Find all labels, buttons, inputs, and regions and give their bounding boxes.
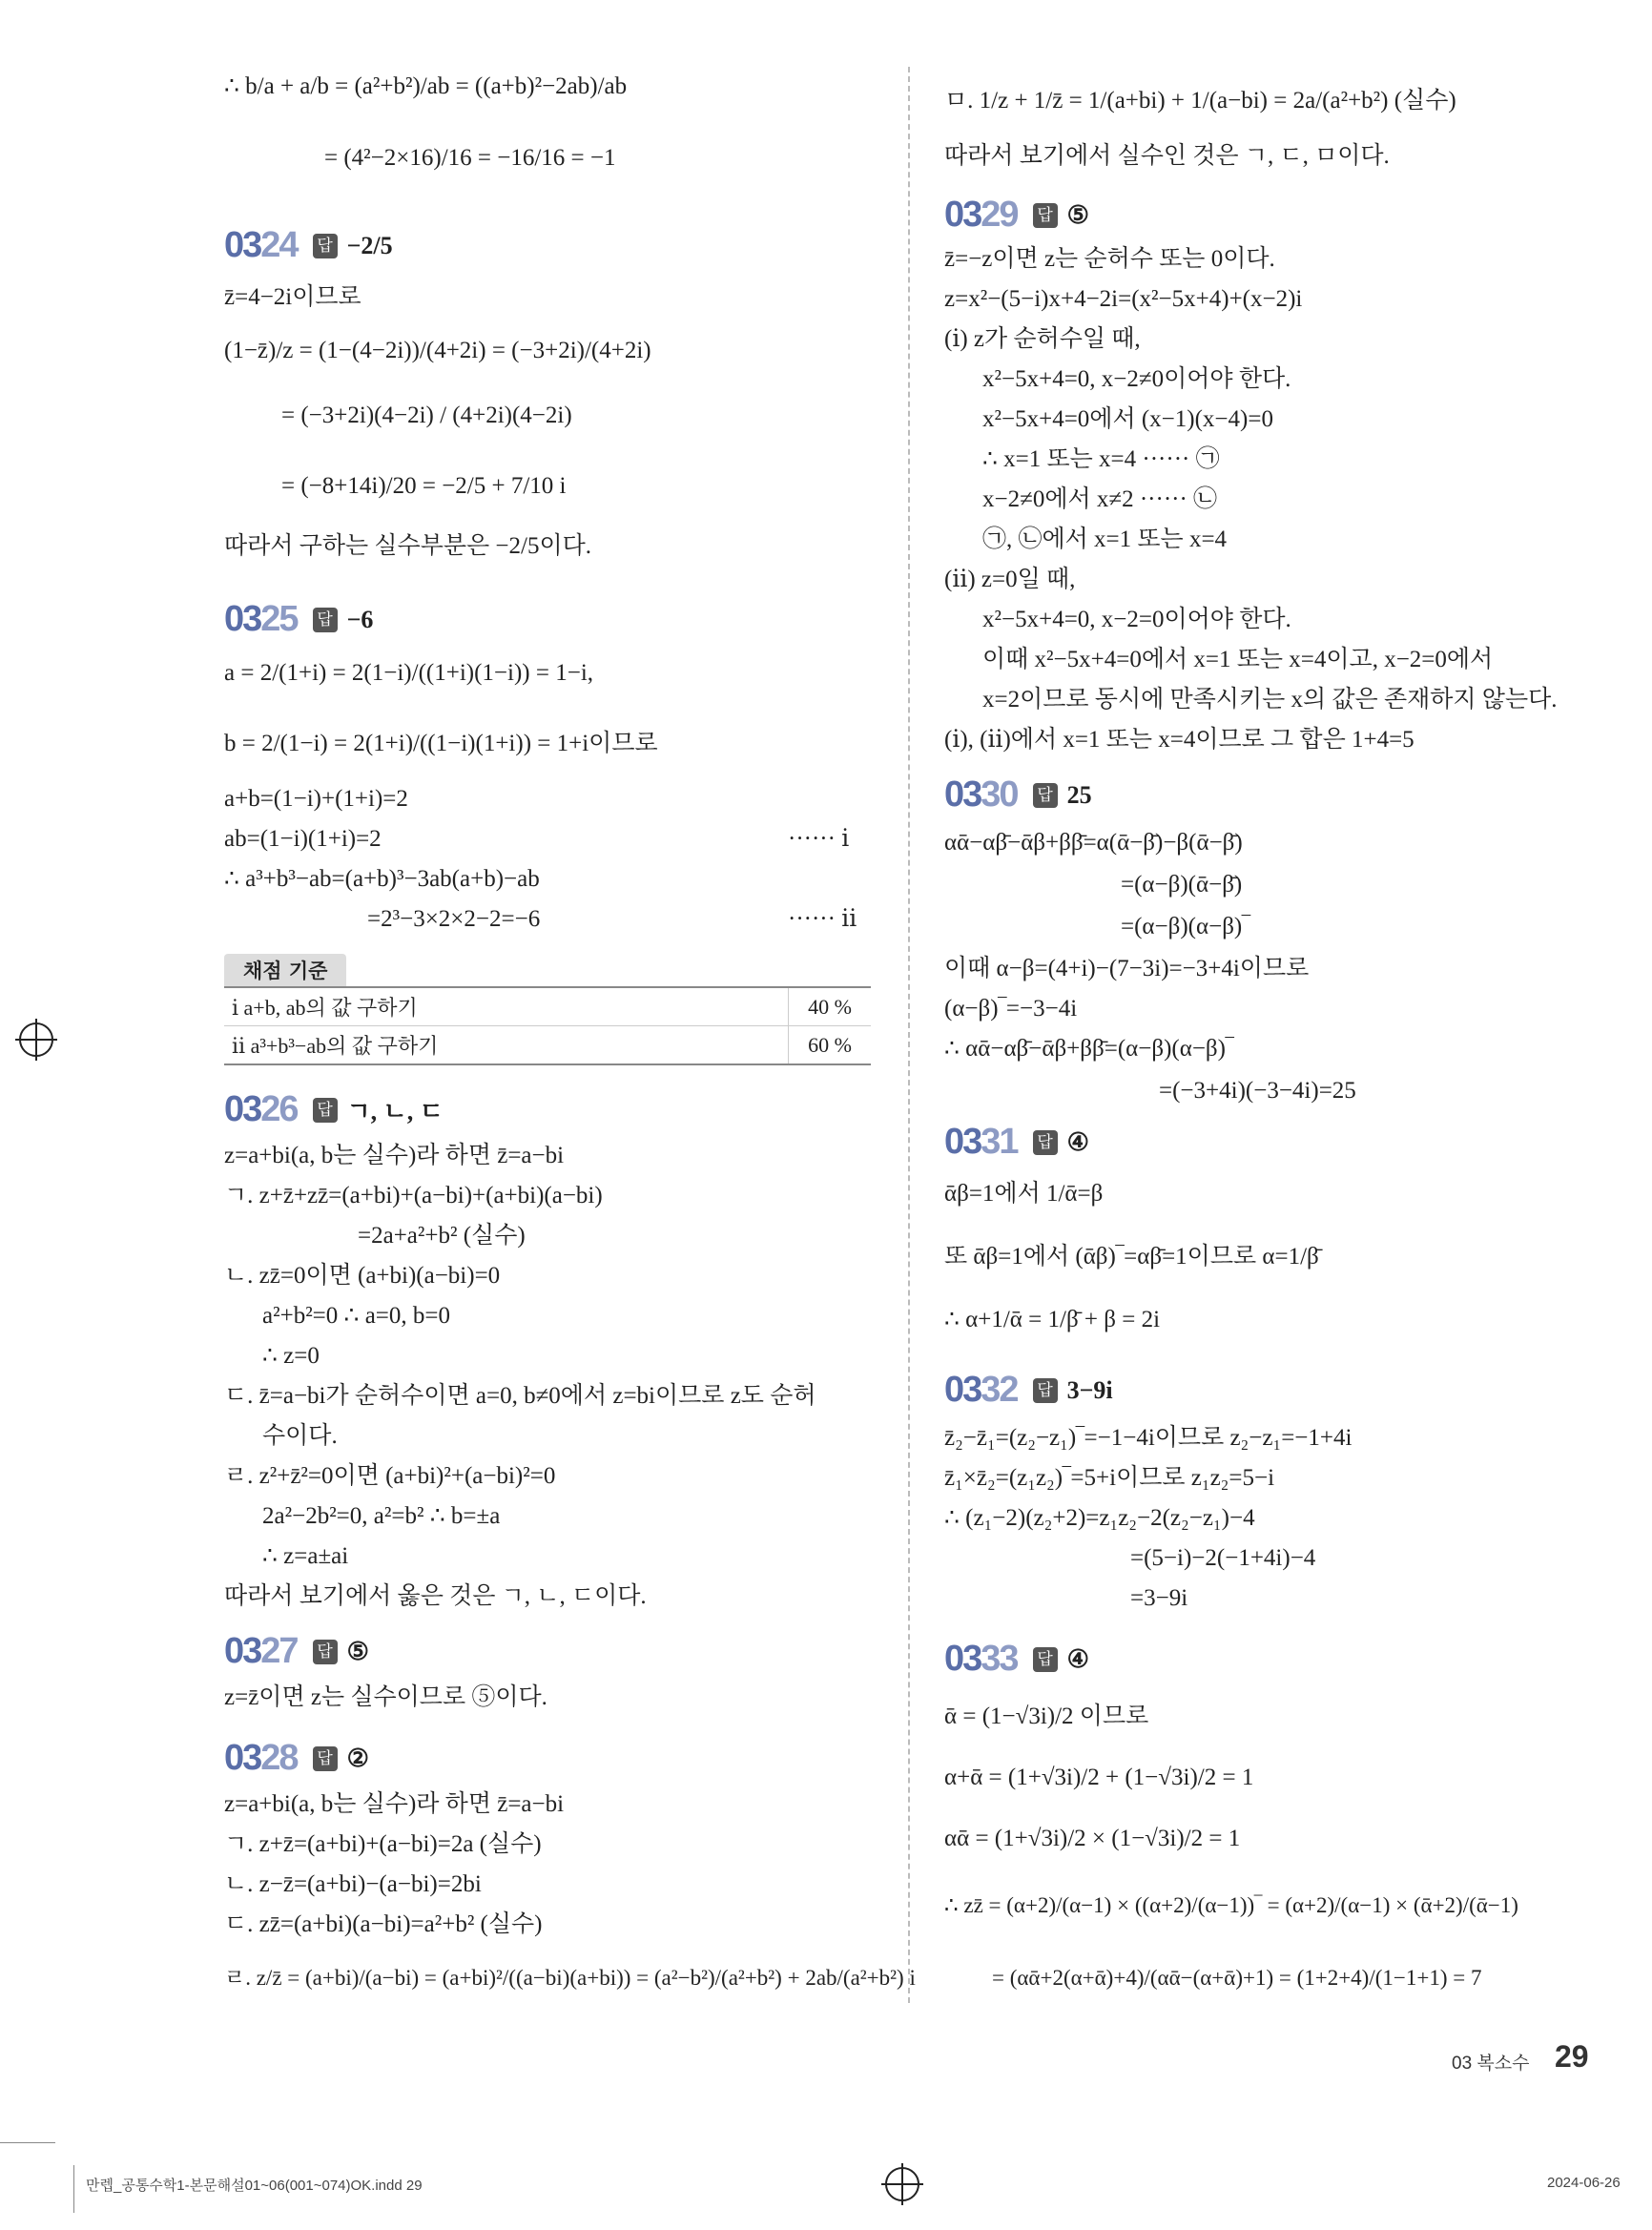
problem-number: 0325 [224,599,298,639]
criteria-item: ⅰ a+b, ab의 값 구하기 [224,987,789,1026]
line: (1−z̄)/z = (1−(4−2i))/(4+2i) = (−3+2i)/(4+2i) [224,338,651,363]
answer-badge: 답 [1033,1647,1058,1672]
line: α+ᾱ = (1+√3i)/2 + (1−√3i)/2 = 1 [944,1765,1254,1790]
line: ∴ z=0 [262,1343,320,1369]
print-date: 2024-06-26 [1547,2175,1621,2191]
line: ∴ x=1 또는 x=4 ······ ㉠ [982,446,1220,472]
answer-badge: 답 [313,234,338,258]
line: =(α−β)(α−β)‾ [1121,914,1250,939]
problem-number: 0327 [224,1631,298,1671]
line: =(α−β)(ᾱ−β̄) [1121,872,1243,898]
problem-header-0324 [224,225,393,266]
line: 이때 x²−5x+4=0에서 x=1 또는 x=4이고, x−2=0에서 [982,647,1494,672]
problem-header-0331 [944,1122,1089,1163]
problem-header-0333 [944,1639,1089,1680]
line: a²+b²=0 ∴ a=0, b=0 [262,1303,450,1329]
chapter-label: 03 복소수 [1452,2054,1530,2074]
criteria-item: ⅱ a³+b³−ab의 값 구하기 [224,1026,789,1065]
line: ∴ (z₁−2)(z₂+2)=z₁z₂−2(z₂−z₁)−4 [944,1505,1255,1531]
line: = (−8+14i)/20 = −2/5 + 7/10 i [281,473,567,499]
answer-badge: 답 [313,608,338,632]
line: ㉠, ㉡에서 x=1 또는 x=4 [982,527,1228,552]
answer: ④ [1066,1127,1089,1156]
line: ∴ z=a±ai [262,1543,349,1569]
line: ㄴ. z−z̄=(a+bi)−(a−bi)=2bi [224,1871,482,1897]
problem-header-0329 [944,195,1089,236]
crop-mark [73,2165,74,2213]
line: ∴ zz̄ = (α+2)/(α−1) × ((α+2)/(α−1))‾ = (α+2)/(α−1) × (ᾱ+2)/(ᾱ−1) [944,1893,1518,1917]
line: ab=(1−i)(1+i)=2 [224,826,382,852]
line: 수이다. [262,1423,338,1449]
line: ∴ α+1/ᾱ = 1/β̄ + β = 2i [944,1307,1161,1332]
line: (α−β)‾=−3−4i [944,996,1078,1022]
line: ㄹ. z²+z̄²=0이면 (a+bi)²+(a−bi)²=0 [224,1463,556,1489]
answer: 25 [1066,780,1092,809]
step-mark-i: ······ ⅰ [788,826,850,852]
line: αᾱ−αβ̄−ᾱβ+ββ̄=α(ᾱ−β̄)−β(ᾱ−β̄) [944,830,1243,856]
problem-header-0327 [224,1631,369,1672]
line: ㄷ. z̄=a−bi가 순허수이면 a=0, b≠0에서 z=bi이므로 z도 순허 [224,1383,816,1409]
line: z̄₂−z̄₁=(z₂−z₁)‾=−1−4i이므로 z₂−z₁=−1+4i [944,1425,1353,1451]
answer-badge: 답 [1033,783,1058,808]
line: ㅁ. 1/z + 1/z̄ = 1/(a+bi) + 1/(a−bi) = 2a/(a²+b²) (실수) [944,88,1456,114]
line: ㄱ. z+z̄+zz̄=(a+bi)+(a−bi)+(a+bi)(a−bi) [224,1183,603,1208]
line: ㄱ. z+z̄=(a+bi)+(a−bi)=2a (실수) [224,1831,542,1857]
problem-number: 0329 [944,195,1018,235]
table-row [224,1026,871,1065]
column-divider [908,67,910,2003]
registration-mark-icon [885,2167,919,2201]
line: ㄹ. z/z̄ = (a+bi)/(a−bi) = (a+bi)²/((a−bi)(a+bi)) = (a²−b²)/(a²+b²) + 2ab/(a²+b²) i [224,1966,916,1990]
page-number: 29 [1555,2039,1589,2074]
criteria-pct: 40 % [789,987,872,1026]
line: =2a+a²+b² (실수) [358,1223,526,1249]
problem-header-0328 [224,1738,369,1779]
line: ∴ b/a + a/b = (a²+b²)/ab = ((a+b)²−2ab)/ab [224,73,628,99]
answer: −2/5 [346,231,393,259]
line: (ⅱ) z=0일 때, [944,567,1076,592]
line: b = 2/(1−i) = 2(1+i)/((1−i)(1+i)) = 1+i이므로 [224,731,658,756]
line: z=a+bi(a, b는 실수)라 하면 z̄=a−bi [224,1143,565,1168]
answer-badge: 답 [1033,1378,1058,1403]
line: z=x²−(5−i)x+4−2i=(x²−5x+4)+(x−2)i [944,286,1303,312]
line: (ⅰ), (ⅱ)에서 x=1 또는 x=4이므로 그 합은 1+4=5 [944,727,1415,753]
problem-number: 0331 [944,1122,1018,1162]
answer: ⑤ [346,1637,369,1665]
line: x=2이므로 동시에 만족시키는 x의 값은 존재하지 않는다. [982,687,1558,712]
line: =2³−3×2×2−2=−6 [367,906,541,932]
problem-number: 0326 [224,1089,298,1129]
answer-badge: 답 [1033,1130,1058,1155]
line: 따라서 보기에서 옳은 것은 ㄱ, ㄴ, ㄷ이다. [224,1583,647,1609]
file-info: 만렙_공통수학1-본문해설01~06(001~074)OK.indd 29 [86,2178,423,2194]
problem-header-0332 [944,1370,1113,1411]
line: ㄷ. zz̄=(a+bi)(a−bi)=a²+b² (실수) [224,1911,543,1937]
line: z̄=4−2i이므로 [224,284,361,310]
line: 이때 α−β=(4+i)−(7−3i)=−3+4i이므로 [944,956,1310,981]
problem-number: 0333 [944,1639,1018,1679]
criteria-pct: 60 % [789,1026,872,1065]
line: =(−3+4i)(−3−4i)=25 [1159,1078,1356,1104]
answer: ④ [1066,1644,1089,1673]
line: = (−3+2i)(4−2i) / (4+2i)(4−2i) [281,403,572,428]
line: z̄=−z이면 z는 순허수 또는 0이다. [944,246,1275,272]
line: z̄₁×z̄₂=(z₁z₂)‾=5+i이므로 z₁z₂=5−i [944,1465,1275,1491]
line: 또 ᾱβ=1에서 (ᾱβ)‾=αβ̄=1이므로 α=1/β̄ [944,1244,1319,1270]
line: x−2≠0에서 x≠2 ······ ㉡ [982,486,1218,512]
line: 2a²−2b²=0, a²=b² ∴ b=±a [262,1503,501,1529]
line: =3−9i [1130,1585,1188,1611]
criteria-title: 채점 기준 [224,954,346,986]
problem-header-0326 [224,1089,444,1130]
answer: ⑤ [1066,200,1089,229]
answer-badge: 답 [313,1746,338,1771]
answer-badge: 답 [313,1098,338,1123]
table-row [224,987,871,1026]
answer: −6 [346,605,374,633]
step-mark-ii: ······ ⅱ [788,906,857,932]
criteria-table [224,986,871,1065]
line: x²−5x+4=0, x−2=0이어야 한다. [982,607,1291,632]
problem-number: 0324 [224,225,298,265]
answer: ㄱ, ㄴ, ㄷ [346,1098,444,1125]
line: ∴ αᾱ−αβ̄−ᾱβ+ββ̄=(α−β)(α−β)‾ [944,1036,1234,1062]
answer: 3−9i [1066,1375,1113,1404]
line: 따라서 구하는 실수부분은 −2/5이다. [224,533,591,559]
line: a = 2/(1+i) = 2(1−i)/((1+i)(1−i)) = 1−i, [224,660,594,686]
line: αᾱ = (1+√3i)/2 × (1−√3i)/2 = 1 [944,1826,1241,1851]
line: z=z̄이면 z는 실수이므로 ⑤이다. [224,1684,547,1710]
line: ∴ a³+b³−ab=(a+b)³−3ab(a+b)−ab [224,866,540,892]
line: ᾱ = (1−√3i)/2 이므로 [944,1703,1149,1729]
line: = (4²−2×16)/16 = −16/16 = −1 [324,145,616,171]
answer-badge: 답 [1033,203,1058,228]
line: = (αᾱ+2(α+ᾱ)+4)/(αᾱ−(α+ᾱ)+1) = (1+2+4)/(1−1+1) = 7 [992,1966,1482,1990]
line: a+b=(1−i)+(1+i)=2 [224,786,408,812]
problem-number: 0332 [944,1370,1018,1410]
line: (ⅰ) z가 순허수일 때, [944,326,1141,352]
line: x²−5x+4=0에서 (x−1)(x−4)=0 [982,406,1273,432]
line: ᾱβ=1에서 1/ᾱ=β [944,1181,1104,1207]
answer: ② [346,1744,369,1772]
line: =(5−i)−2(−1+4i)−4 [1130,1545,1316,1571]
line: ㄴ. zz̄=0이면 (a+bi)(a−bi)=0 [224,1263,501,1289]
answer-badge: 답 [313,1640,338,1664]
problem-number: 0328 [224,1738,298,1778]
problem-number: 0330 [944,774,1018,815]
problem-header-0325 [224,599,373,640]
line: x²−5x+4=0, x−2≠0이어야 한다. [982,366,1291,392]
line: 따라서 보기에서 실수인 것은 ㄱ, ㄷ, ㅁ이다. [944,143,1390,169]
crop-mark [0,2142,55,2143]
line: z=a+bi(a, b는 실수)라 하면 z̄=a−bi [224,1791,565,1817]
problem-header-0330 [944,774,1092,816]
scoring-criteria [224,954,871,1065]
registration-mark-icon [19,1022,53,1057]
